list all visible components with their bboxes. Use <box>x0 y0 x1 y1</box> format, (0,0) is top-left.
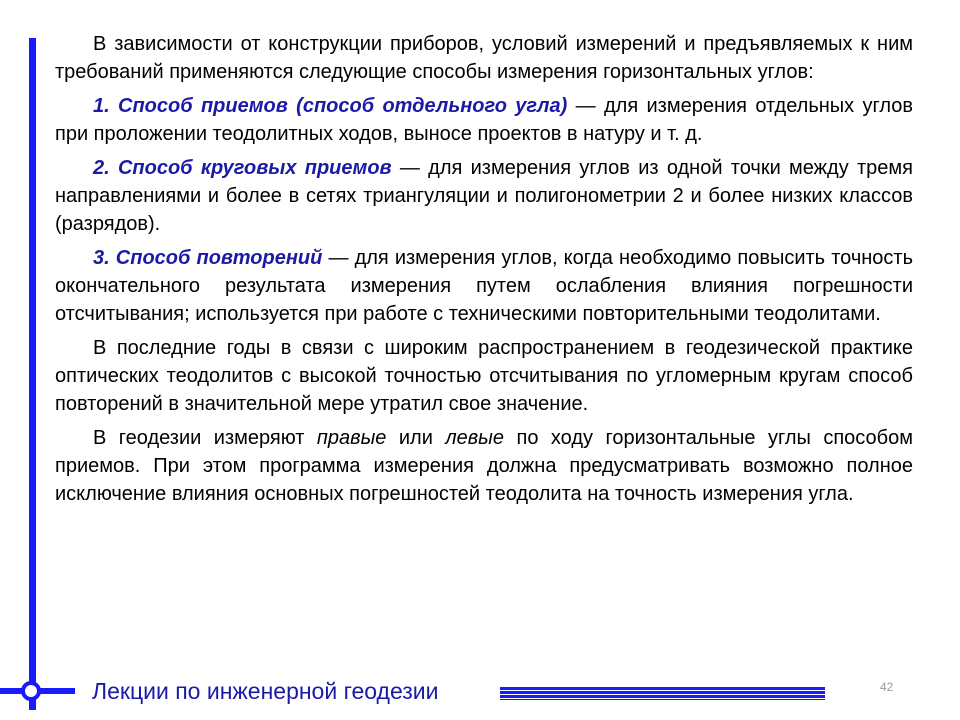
left-decorative-bar <box>29 38 36 710</box>
method-3-title: 3. Способ повторений <box>93 247 323 269</box>
method-1-paragraph <box>55 92 913 148</box>
method-1-text: — для измерения отдельных углов при проложении теодолитных ходов, выносе проектов в натуру и т. д. <box>55 95 913 145</box>
recent-years-text: В последние годы в связи с широким распространением в геодезической практике оптических теодолитов с высокой точностью отсчитывания по угломерным кругам способ повторений в значительной мере утратил свое значение. <box>55 337 913 415</box>
geodesy-text-c: по ходу горизонтальные углы способом приемов. При этом программа измерения должна предусматривать возможно полное исключение влияния основных погрешностей теодолита на точность измерения угла. <box>55 427 913 505</box>
geodesy-em-right: правые <box>316 427 387 449</box>
slide-content <box>55 30 913 514</box>
geodesy-text-b: или <box>386 427 446 449</box>
footer-stripe-decoration <box>500 687 825 700</box>
intro-paragraph <box>55 30 913 86</box>
geodesy-paragraph <box>55 424 913 508</box>
recent-years-paragraph <box>55 334 913 418</box>
method-1-title: 1. Способ приемов (способ отдельного угла) <box>93 95 568 117</box>
footer-ring-icon <box>21 681 41 701</box>
page-number: 42 <box>880 680 894 694</box>
footer-title: Лекции по инженерной геодезии <box>92 678 439 704</box>
method-2-text: — для измерения углов из одной точки между тремя направлениями и более в сетях триангуляции и полигонометрии 2 и более низких классов (разрядов). <box>55 157 913 235</box>
geodesy-em-left: левые <box>445 427 505 449</box>
intro-text: В зависимости от конструкции приборов, условий измерений и предъявляемых к ним требований применяются следующие способы измерения горизонтальных углов: <box>55 33 913 83</box>
method-2-title: 2. Способ круговых приемов <box>93 157 392 179</box>
method-3-paragraph <box>55 244 913 328</box>
method-3-text: — для измерения углов, когда необходимо повысить точность окончательного результата измерения путем ослабления влияния погрешности отсчитывания; используется при работе с техническими повторительными теодолитами. <box>55 247 913 325</box>
geodesy-text-a: В геодезии измеряют <box>93 427 317 449</box>
method-2-paragraph <box>55 154 913 238</box>
